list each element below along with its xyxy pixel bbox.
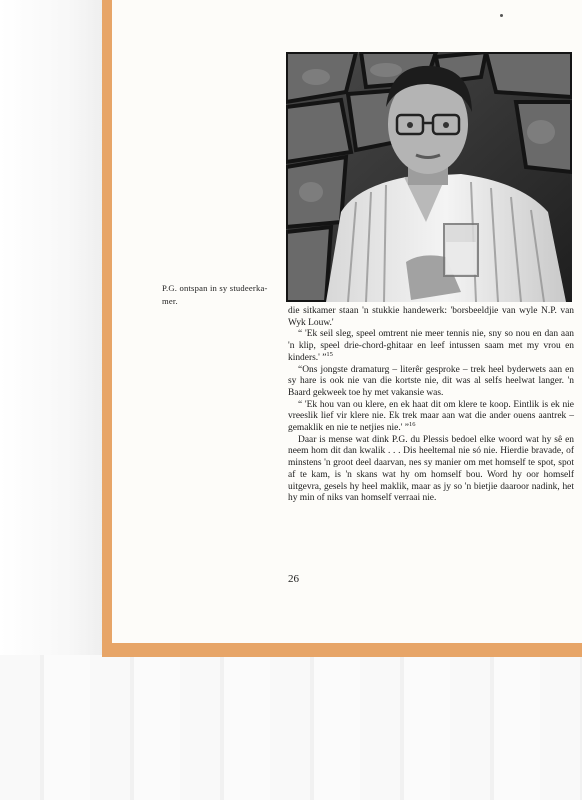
page-number: 26	[288, 573, 299, 585]
paragraph: “ 'Ek seil sleg, speel omtrent nie meer tennis nie, sny so nou en dan aan 'n klip, speel drie-chord-ghitaar en leef intussen saam met my vrou en kinders.' ”$^{15}$	[288, 329, 574, 363]
portrait-photo-image	[286, 52, 572, 302]
footnote-ref: 16	[408, 420, 416, 428]
scan-background-bottom	[0, 655, 582, 800]
paragraph: die sitkamer staan 'n stukkie handewerk: 'borsbeeldjie van wyle N.P. van Wyk Louw.'	[288, 306, 574, 328]
page-speck	[500, 14, 503, 17]
photo-caption: P.G. ontspan in sy studeerka-mer.	[162, 283, 268, 306]
paragraph: Daar is mense wat dink P.G. du Plessis bedoel elke woord wat hy sê en neem hom dit dan kwalik . . . Dis heeltemal nie só nie. Hierdie bravade, of minstens 'n groot deel daarvan, nes sy manier om met homself te spot, spot af te kam, is 'n skans wat hy om homself bou. Word hy oor homself uitgevra, gesels hy heel maklik, maar as jy so 'n bietjie daaroor nadink, het hy min of niks van homself verraai nie.	[288, 434, 574, 504]
paragraph: “ 'Ek hou van ou klere, en ek haat dit om klere te koop. Eintlik is ek nie vreeslik lief vir klere nie. Ek trek maar aan wat die ander ouens aantrek – gemaklik en nie te netjies nie.' ”$^{16}$	[288, 399, 574, 434]
portrait-photo	[286, 52, 572, 302]
footnote-ref: 15	[326, 350, 333, 358]
paragraph: “Ons jongste dramaturg – literêr gesproke – trek heel byderwets aan en sy hare is ook nie van die kortste nie, dit was al selfs heelwat langer. 'n Baard gekweek toe hy met vakansie was.	[288, 364, 574, 398]
body-text	[288, 306, 574, 505]
